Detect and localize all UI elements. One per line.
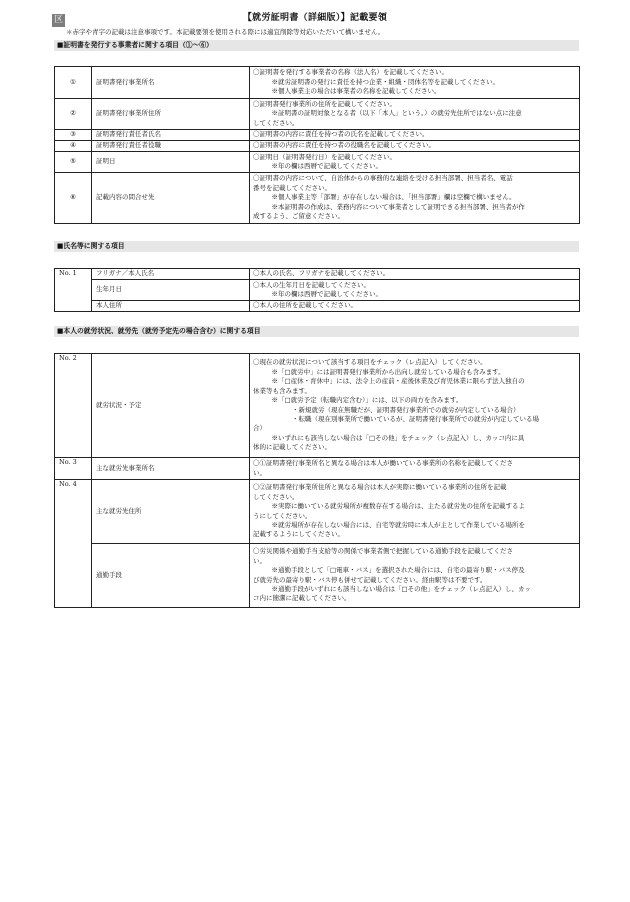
row-description (250, 354, 580, 458)
row-description (250, 141, 580, 152)
table-row (55, 173, 580, 224)
description-line: 〇労災関係や通勤手当支給等の関係で事業者側で把握している通勤手段を記載してくださ (253, 547, 513, 556)
item-number: No. 4 (55, 480, 92, 608)
table-row (55, 67, 580, 99)
row-description (250, 130, 580, 141)
row-label: 記載内容の問合せ先 (92, 173, 250, 224)
row-description (250, 152, 580, 173)
section-heading-issuer: ■証明書を発行する事業者に関する項目（①～⑥） (54, 40, 579, 51)
document-title: 【就労証明書（詳細版）】記載要領 (242, 13, 388, 23)
description-line: コ内に簡潔に記載してください。 (253, 594, 351, 603)
description-line: 〇証明書の内容について、自治体からの事務的な連絡を受ける担当部署、担当者名、電話 (253, 174, 513, 183)
table-row (55, 354, 580, 458)
row-label: 通勤手段 (92, 544, 250, 608)
issuer-table (54, 66, 580, 224)
row-number: ④ (55, 141, 92, 152)
item-number: No. 1 (55, 269, 92, 312)
row-description (250, 280, 580, 301)
description-line: 〇②証明書発行事業所住所と異なる場合は本人が実際に働いている事業所の住所を記載 (253, 483, 507, 492)
description-line: 〇証明書の内容に責任を持つ者の役職名を記載してください。 (253, 141, 435, 150)
page-tag-badge: 区 (53, 15, 63, 25)
row-description (250, 544, 580, 608)
table-row (55, 269, 580, 280)
row-number: ⑥ (55, 173, 92, 224)
description-line: ※通勤手段として「□電車・バス」を選択された場合には、自宅の最寄り駅・バス停及 (265, 566, 525, 575)
item-number: No. 3 (55, 458, 92, 480)
description-line: 成するよう、ご留意ください。 (253, 212, 344, 221)
description-line: うにしてください。 (253, 511, 312, 520)
description-line: 〇本人の住所を記載してください。 (253, 301, 357, 310)
description-line: 体的に記載してください。 (253, 443, 331, 452)
table-row (55, 544, 580, 608)
description-line: してください。 (253, 118, 299, 127)
description-line: ・転職（現在別事業所で働いているが、証明書発行事業所での就労が内定している場 (279, 414, 539, 423)
description-line: ※いずれにも該当しない場合は「□その他」をチェック（レ点記入）し、カッコ内に具 (265, 433, 525, 442)
table-row (55, 458, 580, 480)
row-description (250, 458, 580, 480)
description-line: ※実際に働いている就労場所が複数存在する場合は、主たる就労先の住所を記載するよ (265, 502, 525, 511)
description-line: ※年の欄は西暦で記載してください。 (265, 290, 382, 298)
row-description (250, 67, 580, 99)
description-line: ※証明書の証明対象となる者（以下「本人」という。）の就労先住所ではない点に注意 (265, 109, 522, 118)
item-number: No. 2 (55, 354, 92, 458)
description-line: い。 (253, 556, 266, 565)
description-line: ※就労場所が存在しない場合には、自宅等就労時に本人が主として作業している場所を (265, 520, 525, 529)
row-description (250, 480, 580, 544)
row-description (250, 269, 580, 280)
table-row (55, 99, 580, 130)
employment-table (54, 353, 580, 608)
description-line: 番号を記載してください。 (253, 183, 331, 192)
row-label: 証明書発行事業所名 (92, 67, 250, 99)
description-line: 〇①証明書発行事業所名と異なる場合は本人が働いている事業所の名称を記載してくださ (253, 459, 513, 468)
description-line: ※年の欄は西暦で記載してください。 (265, 162, 382, 170)
description-line: 〇本人の氏名、フリガナを記載してください。 (253, 269, 390, 278)
row-number: ③ (55, 130, 92, 141)
row-label: 証明日 (92, 152, 250, 173)
description-line: 〇現在の就労状況について該当する項目をチェック（レ点記入）してください。 (253, 358, 487, 367)
description-line: ※就労証明書の発行に責任を持つ企業・組織・団体名等を記載してください。 (265, 77, 499, 86)
description-line: 〇証明書の内容に責任を持つ者の氏名を記載してください。 (253, 130, 429, 139)
row-label: 主な就労先事業所名 (92, 458, 250, 480)
description-line: 休業等も含みます。 (253, 386, 311, 395)
description-line: 〇証明書を発行する事業者の名称（法人名）を記載してください。 (253, 68, 448, 77)
row-label: 本人住所 (92, 301, 250, 312)
section-heading-employment: ■本人の就労状況、就労先（就労予定先の場合含む）に関する項目 (54, 326, 579, 337)
description-line: ※「□就労予定（転職内定含む）」には、以下の両方を含みます。 (265, 396, 463, 405)
table-row (55, 141, 580, 152)
description-line: ・新規就労（現在無職だが、証明書発行事業所での就労が内定している場合） (279, 405, 520, 414)
table-row (55, 280, 580, 301)
document-note: ＊赤字や青字の記載は注意事項です。本記載要領を使用される際には適宜削除等対応いただいて構いません。 (66, 28, 385, 36)
row-number: ① (55, 67, 92, 99)
description-line: 〇本人の生年月日を記載してください。 (253, 280, 370, 289)
description-line: 〇証明日（証明書発行日）を記載してください。 (253, 152, 396, 161)
section-heading-name: ■氏名等に関する項目 (54, 241, 579, 252)
description-line: ※「□就労中」には証明書発行事業所から出向し就労している場合も含みます。 (265, 367, 505, 376)
table-row (55, 480, 580, 544)
row-number: ② (55, 99, 92, 130)
name-table (54, 268, 580, 312)
description-line: ※個人事業主等「部署」が存在しない場合は、「担当部署」欄は空欄で構いません。 (265, 193, 516, 202)
row-label: フリガナ／本人氏名 (92, 269, 250, 280)
description-line: してください。 (253, 492, 299, 501)
row-label: 就労状況・予定 (92, 354, 250, 458)
description-line: 記載するようにしてください。 (253, 530, 344, 539)
row-label: 生年月日 (92, 280, 250, 301)
row-label: 証明書発行事業所住所 (92, 99, 250, 130)
row-label: 証明書発行責任者役職 (92, 141, 250, 152)
description-line: ※本証明書の作成は、業務内容について事業者として証明できる担当部署、担当者が作 (265, 202, 525, 211)
row-description (250, 99, 580, 130)
description-line: 合） (253, 424, 266, 433)
description-line: 〇証明書発行事業所の住所を記載してください。 (253, 99, 396, 108)
table-row (55, 152, 580, 173)
description-line: ※通勤手段がいずれにも該当しない場合は「□その他」をチェック（レ点記入）し、カッ (265, 584, 531, 593)
row-label: 証明書発行責任者氏名 (92, 130, 250, 141)
row-label: 主な就労先住所 (92, 480, 250, 544)
description-line: ※「□産休・育休中」には、法令上の産前・産後休業及び育児休業に限らず法人独自の (265, 377, 525, 386)
description-line: い。 (253, 468, 266, 477)
description-line: び就労先の最寄り駅・バス停も併せて記載してください。経由駅等は不要です。 (253, 575, 487, 584)
row-description (250, 301, 580, 312)
table-row (55, 130, 580, 141)
table-row (55, 301, 580, 312)
row-description (250, 173, 580, 224)
description-line: ※個人事業主の場合は事業者の名称を記載してください。 (265, 87, 441, 96)
row-number: ⑤ (55, 152, 92, 173)
